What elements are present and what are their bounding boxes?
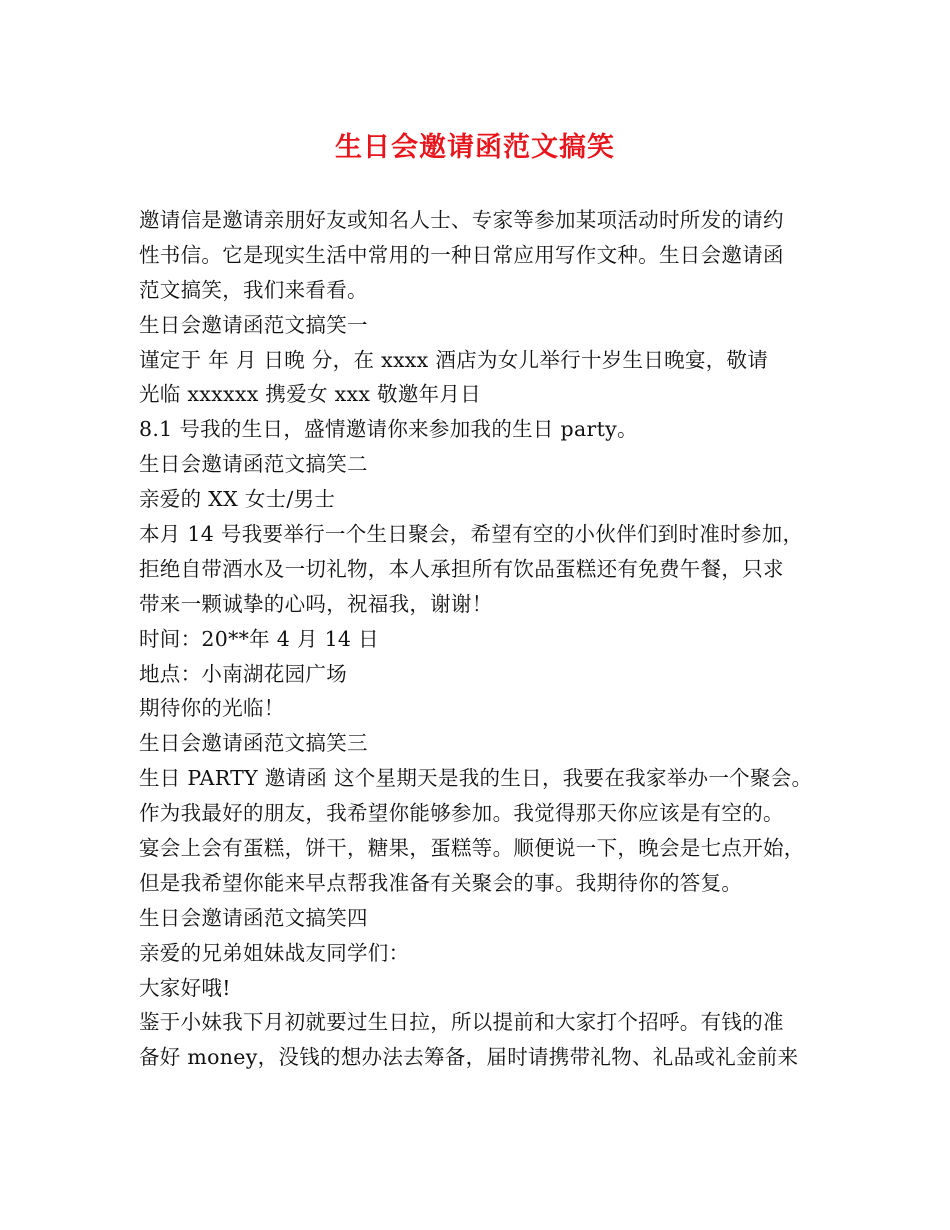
paragraph-line: 邀请信是邀请亲朋好友或知名人士、专家等参加某项活动时所发的请约 (139, 208, 784, 232)
paragraph-line: 亲爱的兄弟姐妹战友同学们： (139, 940, 410, 965)
paragraph-line: 地点：小南湖花园广场 (139, 661, 347, 686)
document-title: 生日会邀请函范文搞笑 (335, 132, 615, 163)
section-heading: 生日会邀请函范文搞笑三 (139, 731, 368, 756)
paragraph-line: 光临 xxxxxx 携爱女 xxx 敬邀年月日 (139, 382, 482, 407)
paragraph-line: 生日 PARTY 邀请函 这个星期天是我的生日，我要在我家举办一个聚会。 (139, 766, 813, 791)
paragraph-line: 时间：20**年 4 月 14 日 (139, 626, 379, 651)
section-heading: 生日会邀请函范文搞笑二 (139, 452, 368, 477)
paragraph-line: 大家好哦! (139, 975, 231, 1000)
paragraph-line: 鉴于小妹我下月初就要过生日拉，所以提前和大家打个招呼。有钱的准 (139, 1010, 784, 1035)
paragraph-line: 作为我最好的朋友，我希望你能够参加。我觉得那天你应该是有空的。 (139, 801, 784, 826)
paragraph-line: 期待你的光临！ (139, 696, 285, 721)
paragraph-line: 但是我希望你能来早点帮我准备有关聚会的事。我期待你的答复。 (139, 870, 743, 895)
section-heading: 生日会邀请函范文搞笑一 (139, 312, 368, 337)
paragraph-line: 本月 14 号我要举行一个生日聚会，希望有空的小伙伴们到时准时参加， (139, 522, 804, 547)
paragraph-line: 谨定于 年 月 日晚 分，在 xxxx 酒店为女儿举行十岁生日晚宴，敬请 (139, 347, 769, 372)
paragraph-line: 带来一颗诚挚的心吗，祝福我，谢谢！ (139, 591, 493, 616)
paragraph-line: 亲爱的 XX 女士/男士 (139, 487, 336, 512)
paragraph-line: 性书信。它是现实生活中常用的一种日常应用写作文种。生日会邀请函 (139, 242, 784, 267)
paragraph-line: 范文搞笑，我们来看看。 (139, 277, 368, 302)
paragraph-line: 拒绝自带酒水及一切礼物，本人承担所有饮品蛋糕还有免费午餐，只求 (139, 556, 784, 581)
paragraph-line: 8.1 号我的生日，盛情邀请你来参加我的生日 party。 (139, 417, 638, 442)
section-heading: 生日会邀请函范文搞笑四 (139, 905, 368, 930)
paragraph-line: 宴会上会有蛋糕，饼干，糖果，蛋糕等。顺便说一下，晚会是七点开始， (139, 836, 805, 861)
paragraph-line: 备好 money，没钱的想办法去筹备，届时请携带礼物、礼品或礼金前来 (139, 1045, 799, 1070)
document-body (139, 203, 829, 1075)
